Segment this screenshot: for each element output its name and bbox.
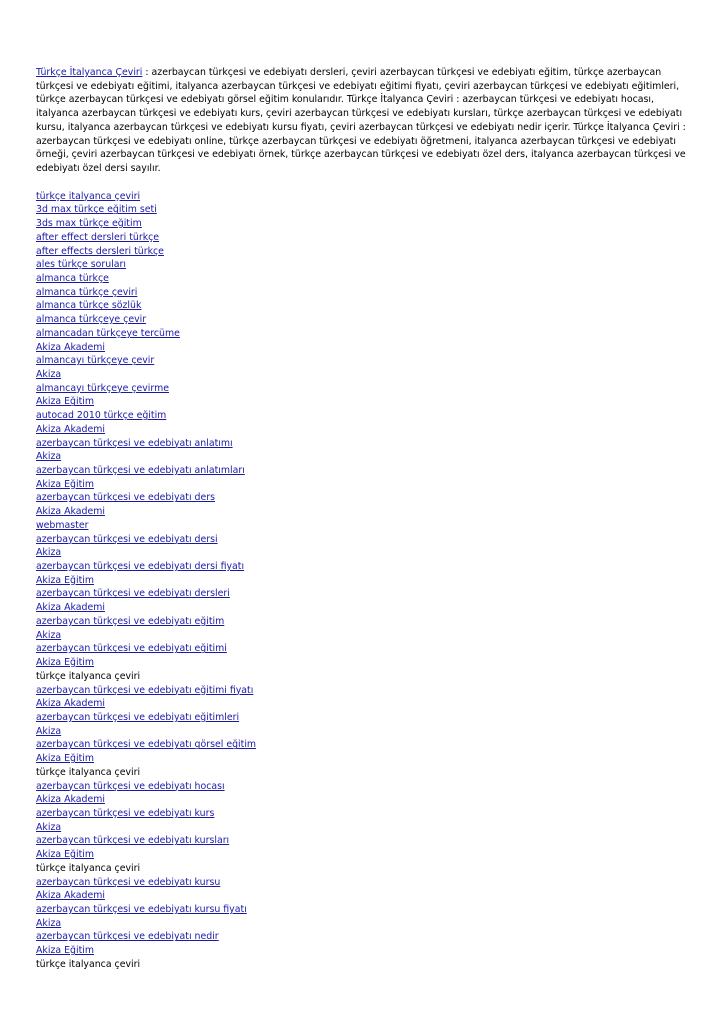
list-link[interactable]: Akiza: [36, 917, 62, 929]
list-item: [36, 217, 696, 231]
list-item: [36, 368, 696, 382]
list-item: [36, 656, 696, 670]
list-link[interactable]: 3ds max türkçe eğitim: [36, 218, 142, 230]
list-link[interactable]: after effects dersleri türkçe: [36, 245, 164, 257]
list-item: [36, 738, 696, 752]
list-link[interactable]: azerbaycan türkçesi ve edebiyatı eğitimleri: [36, 711, 240, 723]
intro-body-text: : azerbaycan türkçesi ve edebiyatı dersleri, çeviri azerbaycan türkçesi ve edebiyatı eğitim, türkçe azerbaycan türkçesi ve edebiyatı eğitimi, italyanca azerbaycan türkçesi ve edebiyatı eğitimi fiyatı, çeviri azerbaycan türkçesi ve edebiyatı eğitimleri, türkçe azerbaycan türkçesi ve edebiyatı görsel eğitim konularıdır. Türkçe İtalyanca Çeviri : azerbaycan türkçesi ve edebiyatı hocası, italyanca azerbaycan türkçesi ve edebiyatı kurs, çeviri azerbaycan türkçesi ve edebiyatı kursları, türkçe azerbaycan türkçesi ve edebiyatı kursu, italyanca azerbaycan türkçesi ve edebiyatı kursu fiyatı, çeviri azerbaycan türkçesi ve edebiyatı nedir içerir. Türkçe İtalyanca Çeviri : azerbaycan türkçesi ve edebiyatı online, türkçe azerbaycan türkçesi ve edebiyatı öğretmeni, italyanca azerbaycan türkçesi ve edebiyatı örneği, çeviri azerbaycan türkçesi ve edebiyatı örnek, türkçe azerbaycan türkçesi ve edebiyatı özel ders, italyanca azerbaycan türkçesi ve edebiyatı özel dersi sayılır.: [36, 67, 686, 174]
link-list: [36, 190, 696, 972]
list-item: [36, 382, 696, 396]
list-item: [36, 299, 696, 313]
list-link[interactable]: azerbaycan türkçesi ve edebiyatı dersi: [36, 533, 218, 545]
list-link[interactable]: Akiza Akademi: [36, 794, 105, 806]
list-item: [36, 505, 696, 519]
list-link[interactable]: almanca türkçe sözlük: [36, 300, 142, 312]
list-item: [36, 930, 696, 944]
list-link[interactable]: Akiza Eğitim: [36, 574, 94, 586]
list-link[interactable]: Akiza Eğitim: [36, 396, 94, 408]
list-item: [36, 807, 696, 821]
list-link[interactable]: almanca türkçeye çevir: [36, 314, 147, 326]
list-item: [36, 245, 696, 259]
list-link[interactable]: Akiza Akademi: [36, 602, 105, 614]
list-item: [36, 450, 696, 464]
list-link[interactable]: Akiza Eğitim: [36, 753, 94, 765]
list-link[interactable]: Akiza Eğitim: [36, 657, 94, 669]
list-item: [36, 615, 696, 629]
list-link[interactable]: Akiza: [36, 725, 62, 737]
list-link[interactable]: Akiza: [36, 821, 62, 833]
list-link[interactable]: azerbaycan türkçesi ve edebiyatı ders: [36, 492, 215, 504]
list-item: [36, 862, 696, 876]
list-item: [36, 491, 696, 505]
list-link[interactable]: azerbaycan türkçesi ve edebiyatı anlatımı: [36, 437, 233, 449]
list-text: türkçe italyanca çeviri: [36, 958, 141, 970]
list-text: türkçe italyanca çeviri: [36, 862, 141, 874]
list-item: [36, 354, 696, 368]
list-link[interactable]: azerbaycan türkçesi ve edebiyatı eğitimi: [36, 643, 227, 655]
list-item: [36, 437, 696, 451]
list-link[interactable]: türkçe italyanca çeviri: [36, 190, 141, 202]
list-item: [36, 313, 696, 327]
list-link[interactable]: Akiza Eğitim: [36, 945, 94, 957]
list-link[interactable]: azerbaycan türkçesi ve edebiyatı anlatımları: [36, 465, 245, 476]
list-item: [36, 958, 696, 972]
list-link[interactable]: azerbaycan türkçesi ve edebiyatı kursu fiyatı: [36, 904, 247, 915]
list-link[interactable]: almanca türkçe: [36, 272, 109, 284]
list-item: [36, 327, 696, 341]
list-item: [36, 903, 696, 917]
list-link[interactable]: almancayı türkçeye çevirme: [36, 382, 169, 394]
list-item: [36, 766, 696, 780]
list-link[interactable]: azerbaycan türkçesi ve edebiyatı eğitimi fiyatı: [36, 684, 254, 696]
list-link[interactable]: Akiza Akademi: [36, 341, 105, 353]
list-item: [36, 533, 696, 547]
list-item: [36, 889, 696, 903]
list-item: [36, 834, 696, 848]
list-item: [36, 574, 696, 588]
list-item: [36, 341, 696, 355]
list-link[interactable]: azerbaycan türkçesi ve edebiyatı kursları: [36, 835, 230, 847]
list-item: [36, 272, 696, 286]
list-item: [36, 601, 696, 615]
list-link[interactable]: azerbaycan türkçesi ve edebiyatı görsel eğitim: [36, 739, 257, 751]
list-item: [36, 821, 696, 835]
list-item: [36, 697, 696, 711]
list-link[interactable]: Akiza Akademi: [36, 890, 105, 902]
list-link[interactable]: autocad 2010 türkçe eğitim: [36, 410, 167, 422]
list-link[interactable]: azerbaycan türkçesi ve edebiyatı dersleri: [36, 588, 230, 600]
list-item: [36, 409, 696, 423]
list-link[interactable]: Akiza: [36, 629, 62, 641]
list-item: [36, 546, 696, 560]
list-link[interactable]: 3d max türkçe eğitim seti: [36, 204, 157, 216]
list-item: [36, 395, 696, 409]
list-item: [36, 684, 696, 698]
list-item: [36, 587, 696, 601]
list-item: [36, 190, 696, 204]
list-link[interactable]: almancayı türkçeye çevir: [36, 355, 155, 367]
list-item: [36, 231, 696, 245]
list-item: [36, 711, 696, 725]
list-link[interactable]: almanca türkçe çeviri: [36, 286, 138, 298]
list-item: [36, 944, 696, 958]
list-link[interactable]: azerbaycan türkçesi ve edebiyatı dersi fiyatı: [36, 561, 245, 573]
list-item: [36, 876, 696, 890]
list-link[interactable]: azerbaycan türkçesi ve edebiyatı eğitim: [36, 615, 225, 627]
list-link[interactable]: webmaster: [36, 519, 89, 531]
list-item: [36, 917, 696, 931]
list-item: [36, 286, 696, 300]
intro-paragraph: [36, 66, 696, 176]
list-link[interactable]: almancadan türkçeye tercüme: [36, 327, 180, 339]
list-link[interactable]: Akiza Akademi: [36, 506, 105, 518]
list-link[interactable]: azerbaycan türkçesi ve edebiyatı kursu: [36, 876, 221, 888]
list-item: [36, 519, 696, 533]
list-text: türkçe italyanca çeviri: [36, 670, 141, 682]
list-link[interactable]: Akiza: [36, 547, 62, 559]
list-item: [36, 258, 696, 272]
list-link[interactable]: Akiza: [36, 451, 62, 463]
list-link[interactable]: Akiza Akademi: [36, 698, 105, 710]
list-item: [36, 752, 696, 766]
list-item: [36, 848, 696, 862]
document-page: [36, 66, 696, 972]
list-item: [36, 464, 696, 478]
list-link[interactable]: azerbaycan türkçesi ve edebiyatı nedir: [36, 931, 219, 943]
list-item: [36, 670, 696, 684]
list-item: [36, 793, 696, 807]
list-link[interactable]: after effect dersleri türkçe: [36, 231, 160, 243]
list-item: [36, 203, 696, 217]
list-item: [36, 478, 696, 492]
list-link[interactable]: Akiza Eğitim: [36, 478, 94, 490]
list-item: [36, 560, 696, 574]
list-link[interactable]: Akiza Eğitim: [36, 849, 94, 861]
list-link[interactable]: ales türkçe soruları: [36, 259, 127, 271]
list-item: [36, 780, 696, 794]
list-item: [36, 423, 696, 437]
list-item: [36, 725, 696, 739]
list-link[interactable]: azerbaycan türkçesi ve edebiyatı kurs: [36, 807, 215, 819]
list-link[interactable]: Akiza: [36, 368, 62, 380]
list-item: [36, 642, 696, 656]
list-link[interactable]: azerbaycan türkçesi ve edebiyatı hocası: [36, 780, 225, 792]
list-text: türkçe italyanca çeviri: [36, 766, 141, 778]
intro-title-link[interactable]: Türkçe İtalyanca Çeviri: [36, 67, 143, 78]
list-link[interactable]: Akiza Akademi: [36, 423, 105, 435]
list-item: [36, 629, 696, 643]
